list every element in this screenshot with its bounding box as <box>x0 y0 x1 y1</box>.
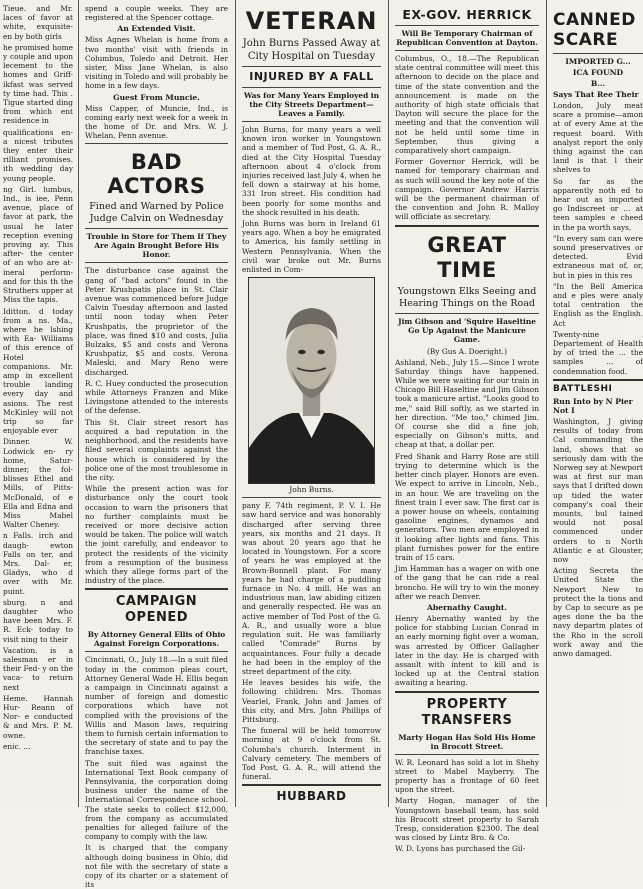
headline-hubbard: HUBBARD <box>276 789 347 804</box>
subhead: An Extended Visit. <box>117 24 196 34</box>
subhead: Guest From Muncie. <box>113 92 200 102</box>
paragraph: The suit filed was against the International Text Book company of Pennsylvania, the corporation doing business under the name of the International Correspondence school. The state seeks to collect $12,000, from the company as accumulated penalties for alleged failure of the company to comply with the law. <box>85 758 228 842</box>
headline-bad-actors: BAD ACTORS <box>107 150 206 199</box>
subhead: Trouble in Store for Them If They Are Again Brought Before His Honor. <box>86 232 227 260</box>
paragraph: London, July meat scare a promise—amon at of every Ame at the request board. With analyst report the only thing against the can land is that l their shelves to <box>553 101 643 175</box>
paragraph: Fred Shank and Harry Rose are still trying to determine which is the better cinch player. Honors are even. We expect to arrive in Lincoln, Neb., in an hour. We are traveling on the finest train I ever saw. The first car is a power house on wheels, containing gasoline engines, dynamos and generators. Two men are employed in it looking after lights and fans. This plant furnishes power for the entire train of 15 cars. <box>395 451 539 562</box>
headline-canned-scare: CANNED SCARE <box>553 10 636 50</box>
byline: (By Gus A. Doeright.) <box>426 346 508 356</box>
paragraph: Columbus, O., 18.—The Republican state central committee will meet this afternoon to decide on the place and time of the state convention and the announcement is made on the authority of high state officials that Dayton will secure the place for the meeting and that the convention will not be held until some time in September, thus giving a comparatively short campaign. <box>395 54 539 156</box>
column-1 <box>0 0 75 807</box>
photo-caption: John Burns. <box>289 485 334 495</box>
paragraph: qualifications en- a nicest tributes they enter their rilliant promises. ith wedding day young people. <box>3 127 73 183</box>
paragraph: Vacation. is a salesman er in their Fed- y on the vaca- to return next <box>3 645 73 692</box>
column-4 <box>392 0 542 854</box>
paragraph: Jim Hamman has a wager on with one of the gang that he can ride a real broncho. He will try to win the money after we reach Denver. <box>395 564 539 601</box>
paragraph: enic. ... <box>3 741 31 751</box>
paragraph: He leaves besides his wife, the following children: Mrs. Thomas Vearlel, Frank, John and James of this city, and Mrs. John Phillips of Pittsburg. <box>242 678 381 724</box>
portrait-figure <box>249 278 374 483</box>
subhead: Marty Hogan Has Sold His Home in Brocott Street. <box>398 732 536 751</box>
paragraph: Dinner. W. Lodwick en- ry home, Satur- dinner, the fol- blisses Ethel and Mills, of Pitts- McDonald, of e Ella and Edna and Miss Mabel Walter Cheney. <box>3 437 73 530</box>
paragraph: Twenty-nine Departement of Health by of tried the ... the samples ... of condemnation food. <box>553 329 643 376</box>
subhead: Says That Ree Their <box>553 90 639 99</box>
paragraph: This St. Clair street resort has acquired a bad reputation in the neighborhood, and the residents have filed several complaints against the house which is considered by the police one of the most troublesome in the city. <box>85 417 228 482</box>
paragraph: John Burns, for many years a well known iron worker in Youngstown and a member of Tod Post, G. A. R., died at the City Hospital Tuesday afternoon about 4 o'clock from injuries received last July 4, when he fell down a stairway at his home, 331 Iron street. His condition had been poorly for some months and the shock resulted in his death. <box>242 125 381 217</box>
headline-veteran: VETERAN <box>245 7 378 35</box>
headline-herrick: EX-GOV. HERRICK <box>402 7 532 22</box>
subhead: By Attorney General Ellis of Ohio Against Foreign Corporations. <box>87 630 226 649</box>
paragraph: W. R. Leonard has sold a lot in Shehy street to Mabel Mayberry. The property has a frontage of 60 feet upon the street. <box>395 757 539 795</box>
paragraph: R. C. Huey conducted the prosecution while Attorneys Franzen and Mike Livingstone attended to the interests of the defense. <box>85 378 228 416</box>
paragraph: B... <box>590 79 606 88</box>
paragraph: pany F, 74th regiment, P. V. I. He saw hard service and was honorably discharged after serving three years, six months and 21 days. It was about 20 years ago that he located in Youngstown. For a score of years he was employed at the Brown-Bonnell plant. For many years he had charge of a puddling furnace in No. 4 mill. He was an industrious man, law abiding citizen and generally respected. He was an active member of Tod Post of the G. A. R., and usually wore a blue regulation suit. He was familiarly called "Comrade" Burns by acquaintances. Four fully a decade he had been in the employ of the street department of the city. <box>242 501 381 676</box>
paragraph: Marty Hogan, manager of the Youngstown baseball team, has sold his Brocott street property to Sarah Tresp, consideration $2300. The deal was closed by Lintz Bro. & Co. <box>395 796 539 843</box>
paragraph: IMPORTED G... <box>565 57 631 66</box>
paragraph: Acting Secreta the United State the Newport New to protect the la tions and by Cap to secure as pe ages done the ba the navy departm plates of the Rho in the scroll work away and the anwo damaged. <box>553 566 643 658</box>
paragraph: ICA FOUND <box>572 68 624 77</box>
paragraph: Miss Agnes Whelan is home from a two months' visit with friends in Columbus, Toledo and Detroit. Her sister, Miss Jane Whelan, is also visiting in Toledo and will probably be home in a few days. <box>85 35 229 91</box>
subhead: Abernathy Caught. <box>426 602 508 612</box>
paragraph: Henry Abernathy wanted by the police for stabbing Lucian Conrad in an early morning fight over a woman, was arrested by Officer Gallagher later in the day. He is charged with assault with intent to kill and is locked up at the Central station awaiting a hearing. <box>395 613 539 688</box>
paragraph: Miss Capper, of Muncie, Ind., is coming early next week for a week in the home of Dr. and Mrs. W. J. Whelan, Penn avenue. <box>85 103 228 141</box>
paragraph: sburg. n and daughter who have been Mrs. F. R. Eck- today to visit ning to their <box>3 597 73 644</box>
paragraph: he promised home y couple and upon lecement to the homes and Griff- ikfast was served ty time had. This . Tigue started ding from which ent residence in <box>3 42 73 126</box>
paragraph: ng Girl. lumbus, Ind., is iee, Penn avenue, place of favor at park, the usual he later reception evening proving ay. This after- the center of an who are at- ineral perform- and for this th the Struthers upper at Miss the tapis. <box>3 184 73 305</box>
paragraph: Cincinnati, O., July 18.—In a suit filed today in the common pleas court, Attorney General Wade H. Ellis began a campaign in Cincinnati against a number of foreign and domestic corporations which have not complied with the provisions of the Willis and Mason laws, requiring them to furnish certain information to the secretary of state and to pay the franchise taxes. <box>85 655 228 757</box>
headline-property-transfers: PROPERTY TRANSFERS <box>421 696 513 728</box>
headline-campaign-opened: CAMPAIGN OPENED <box>115 594 198 626</box>
paragraph: Ashland, Neb., July 15.—Since I wrote Saturday things have happened. While we were waiting for our train in Chicago Bill Haseltine and Jim Gibson took a manicure artist. "Looks good to me," said Bill softly, as we started in her direction. "Me too," chimed Jim. Of course she did a fine job, especially on Gibson's mitts, and cheap at that, a dollar per. <box>395 357 539 450</box>
paragraph: It is charged that the company although doing business in Ohio, did not file with the secretary of state a copy of its charter or a statement of its <box>85 843 228 889</box>
column-5 <box>550 0 643 807</box>
subhead-injured: INJURED BY A FALL <box>249 70 374 83</box>
headline-battleship: BATTLESHI <box>553 383 613 394</box>
subhead: Jim Gibson and 'Squire Haseltine Go Up Against the Manicure Game. <box>398 316 536 344</box>
column-3 <box>239 0 384 807</box>
subhead: Fined and Warned by Police Judge Calvin on Wednesday <box>89 201 224 225</box>
paragraph: Former Governor Herrick, will be named for temporary chairman and as such will sound the key note of the campaign. Governor Andrew Harris will be the permanent chairman of the convention and John R. Malloy will officiate as secretary. <box>395 157 539 222</box>
subhead: Youngstown Elks Seeing and Hearing Things on the Road <box>397 285 537 309</box>
paragraph: John Burns was born in Ireland 61 years ago. When a boy he emigrated to America, his family settling in Western Pennsylvania. When the civil war broke out Mr. Burns enlisted in Com- <box>242 219 381 275</box>
paragraph: While the present action was for disturbance only the court took occasion to warn the prisoners that no further complaints must be received or more decisive action would be taken. The police will watch the joint carefully, and endeavor to protect the residents of the vicinity from a resumption of the business which they allege forms part of the industry of the place. <box>85 484 228 586</box>
paragraph: spend a couple weeks. They are registered at the Spencer cottage. <box>85 4 228 23</box>
column-rule <box>546 0 547 807</box>
paragraph: Tieue. and Mr. laces of favor at white, exquisite- en by both girls <box>3 4 73 41</box>
column-rule <box>78 0 79 807</box>
paragraph: W. D. Lyons has purchased the Gil- <box>395 844 526 854</box>
headline-great-time: GREAT TIME <box>427 232 507 282</box>
paragraph: "In the Bell America and e ples were analy total centration the English as the English. Act <box>553 281 643 328</box>
column-rule <box>388 0 389 807</box>
subhead: Was for Many Years Employed in the City Streets Department—Leaves a Family. <box>244 91 379 118</box>
column-2 <box>82 0 231 889</box>
subhead: Run Into by N Pier Not I <box>553 396 633 415</box>
subhead: Will Be Temporary Chairman of Republican Convention at Dayton. <box>396 29 538 47</box>
paragraph: "In every sam can were sound preservatives or detected. Evid extraneous mat of, or, but in pies in this res <box>553 233 643 280</box>
paragraph: The funeral will be held tomorrow morning at 9 o'clock from St. Columba's church. Interment in Calvary cemetery. The members of Tod Post, G. A. R., will attend the funeral. <box>242 726 381 782</box>
paragraph: Heme. Hannah Hur- Reann of Nor- e conducted & and Mrs. P. M. owne. <box>3 693 73 740</box>
column-rule <box>235 0 236 807</box>
paragraph: The disturbance case against the gang of "bad actors" found in the Peter Krushpatis place in St. Clair avenue was commenced before Judge Calvin Tuesday afternoon and lasted until noon today when Peter Krushpatis, the proprietor of the place, was fined $10 and costs, Julia Bulzaks, $5 and costs and Verona Krushpatiz, $5 and costs. Verona Maleski, and Mary Reno were discharged. <box>85 266 228 377</box>
paragraph: Washington, J giving results of today from Cal commanding the land, shows that so seriously dam with the Norweg sey at Newport was at first sur man says that I drifted down up tided the water company's coal their mounts, bul tained would not posal commenced under orders to n North Atlantic e at Glouster, now <box>553 416 643 564</box>
paragraph: Iditton. d today from a ns. Ma., where he lshing with Ea- Williams of this erence of Hotel companions. Mr. amp in excellent trouble landing every day and asions. The rest McKinley will not trip so far enjoyable ever <box>3 306 73 436</box>
subhead: John Burns Passed Away at City Hospital on Tuesday <box>242 38 381 62</box>
portrait-photo <box>248 277 375 484</box>
paragraph: So far as the apparently noth ed to hear out as imported go Indiscreet or ... at teen samples e cheed in the pa worth says, <box>553 176 643 232</box>
paragraph: n Falls. irch and daugh- ewton Falls on ter, and Mrs. Dal- er, Gladys, who d over with Mr. puint. <box>3 531 73 596</box>
